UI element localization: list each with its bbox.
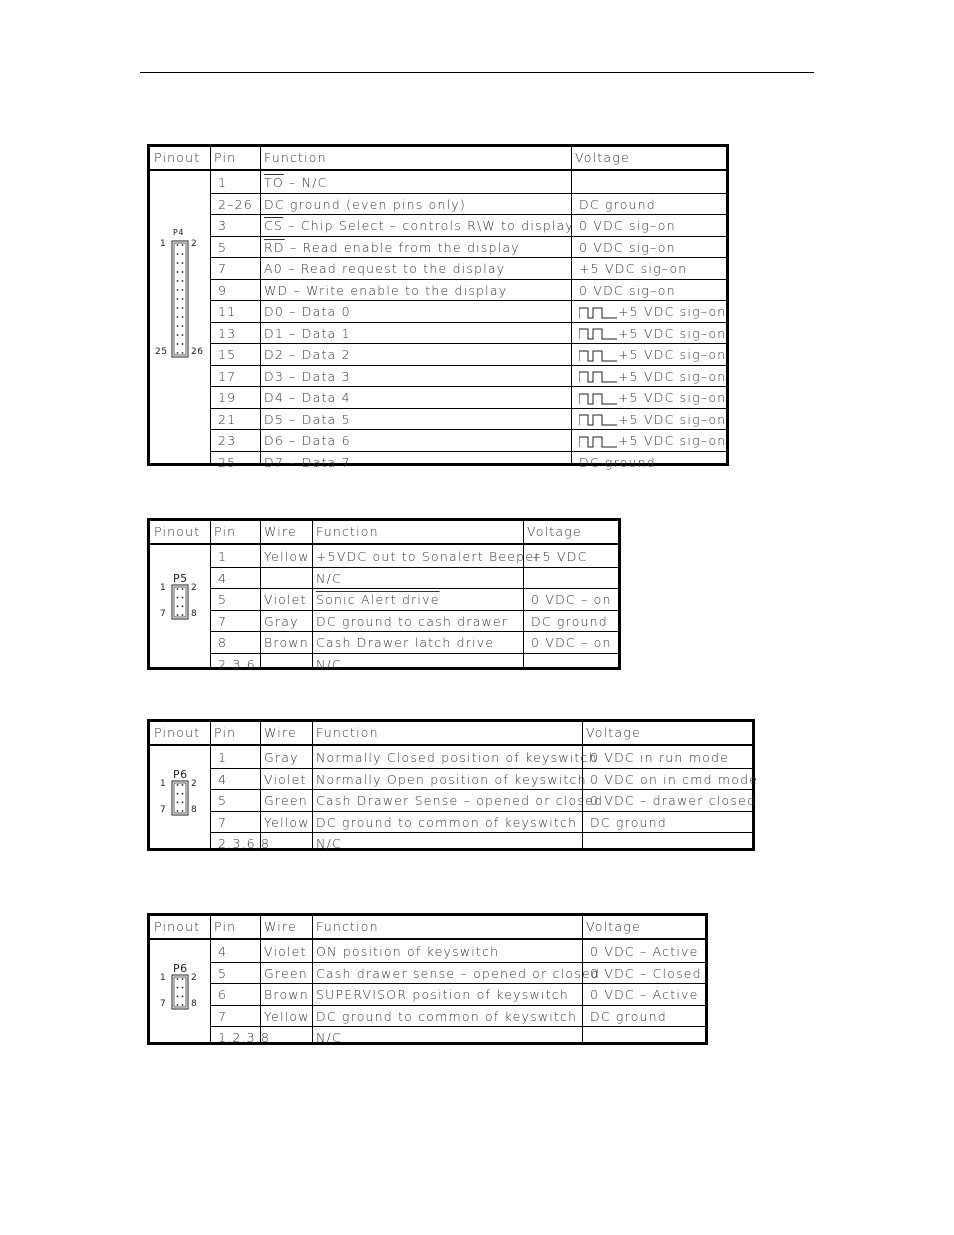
- function-text: [316, 549, 541, 564]
- voltage-text: 0 VDC in run mode: [590, 750, 729, 765]
- function-description: Normally Open position of keyswitch: [316, 771, 587, 787]
- function-description: N/C: [316, 656, 342, 672]
- function-text: [316, 750, 598, 765]
- function-text: [316, 793, 603, 808]
- voltage-text: +5 VDC sig–on: [618, 433, 727, 448]
- function-text: [316, 1030, 342, 1045]
- pin-label-last-right: 8: [191, 999, 198, 1009]
- row-divider: [210, 1026, 705, 1027]
- pinout-table-p5: [147, 518, 621, 670]
- function-description: N/C: [316, 570, 342, 586]
- voltage-text: 0 VDC – Closed: [590, 965, 702, 981]
- row-divider: [210, 386, 726, 387]
- voltage-text: 0 VDC sig–on: [579, 239, 676, 255]
- voltage-value: [579, 240, 676, 255]
- function-text: [316, 815, 577, 830]
- function-text: [316, 966, 600, 981]
- header-voltage: Voltage: [527, 524, 582, 539]
- function-description: Cash Drawer latch drive: [316, 635, 495, 650]
- pin-number: 19: [218, 390, 237, 405]
- header-wire: Wire: [264, 725, 297, 740]
- column-divider: [260, 916, 261, 1042]
- voltage-value: [579, 261, 687, 276]
- voltage-text: DC ground: [590, 814, 667, 830]
- column-divider: [312, 916, 313, 1042]
- pin-number: 5: [218, 592, 228, 607]
- function-text: [316, 657, 342, 672]
- row-divider: [210, 365, 726, 366]
- row-divider: [210, 193, 726, 194]
- row-divider: [210, 236, 726, 237]
- pulse-waveform-icon: [579, 350, 617, 362]
- voltage-text: +5 VDC sig–on: [618, 325, 727, 341]
- wire-color: Green: [264, 793, 308, 808]
- function-description: SUPERVISOR position of keyswitch: [316, 987, 569, 1002]
- pin-number: 23: [218, 433, 237, 448]
- wire-color: Gray: [264, 750, 299, 765]
- function-text: [264, 283, 507, 298]
- active-low-signal: $\overline{RD}$: [264, 239, 285, 255]
- row-divider: [210, 768, 752, 769]
- function-description: N/C: [316, 1030, 342, 1045]
- pin-label-first-left: 1: [160, 973, 167, 983]
- function-description: +5VDC out to Sonalert Beeper: [316, 549, 541, 564]
- pulse-waveform-icon: [579, 436, 617, 448]
- function-text: [264, 390, 351, 405]
- pin-number: 7: [218, 261, 228, 276]
- voltage-text: 0 VDC – drawer closed: [590, 793, 757, 808]
- pin-label-first-right: 2: [191, 973, 198, 983]
- function-description: N/C: [316, 836, 342, 851]
- function-text: [316, 592, 440, 607]
- pulse-waveform-icon: [579, 393, 617, 405]
- function-description: D3 – Data 3: [264, 368, 351, 384]
- pin-number: 2,3,6: [218, 656, 256, 672]
- voltage-text: 0 VDC – on: [531, 635, 612, 650]
- voltage-text: DC ground: [590, 1008, 667, 1024]
- wire-color: Brown: [264, 987, 309, 1002]
- function-text: [316, 635, 494, 650]
- function-text: [264, 455, 351, 470]
- voltage-value: [579, 390, 726, 405]
- voltage-text: 0 VDC sig–on: [579, 218, 676, 233]
- pin-number: 2–26: [218, 196, 253, 212]
- active-low-signal: $\overline{TO}$: [264, 175, 284, 190]
- pin-number: 5: [218, 793, 228, 808]
- voltage-text: +5 VDC sig–on: [579, 261, 688, 276]
- connector-label: P6: [173, 768, 188, 781]
- pin-label-last-left: 25: [155, 347, 168, 357]
- function-description: D1 – Data 1: [264, 325, 351, 341]
- pulse-waveform-icon: [579, 414, 617, 426]
- row-divider: [210, 451, 726, 452]
- pin-number: 17: [218, 368, 237, 384]
- header-function: Function: [316, 725, 379, 740]
- pin-number: 4: [218, 771, 228, 787]
- function-description: – Chip Select – controls R\W to display: [283, 218, 575, 233]
- connector-label: P5: [173, 572, 188, 585]
- function-text: [264, 240, 520, 255]
- pin-number: 3: [218, 218, 228, 233]
- pin-label-first-right: 2: [191, 583, 198, 593]
- voltage-text: 0 VDC sig–on: [579, 282, 676, 298]
- column-divider: [260, 147, 261, 463]
- function-text: [316, 987, 569, 1002]
- wire-color: Gray: [264, 613, 299, 629]
- header-function: Function: [264, 150, 327, 165]
- pin-number: 21: [218, 411, 237, 427]
- voltage-text: DC ground: [579, 454, 656, 470]
- wire-color: Brown: [264, 635, 309, 650]
- pinout-table-p6a: [147, 719, 759, 851]
- pin-number: 15: [218, 347, 237, 362]
- pin-label-first-left: 1: [160, 239, 167, 249]
- function-text: [264, 369, 351, 384]
- column-divider: [260, 722, 261, 848]
- row-divider: [210, 789, 752, 790]
- voltage-value: [579, 326, 726, 341]
- voltage-value: [590, 944, 699, 959]
- pin-number: 9: [218, 282, 228, 298]
- function-text: [316, 571, 342, 586]
- row-divider: [210, 631, 618, 632]
- pin-number: 5: [218, 965, 228, 981]
- function-description: DC ground to common of keyswitch: [316, 814, 578, 830]
- row-divider: [210, 322, 726, 323]
- row-divider: [210, 811, 752, 812]
- header-pin: Pin: [214, 524, 237, 539]
- pin-number: 8: [218, 635, 228, 650]
- connector-header-icon: [150, 746, 210, 848]
- header-pin: Pin: [214, 725, 237, 740]
- row-divider: [210, 279, 726, 280]
- row-divider: [210, 983, 705, 984]
- row-divider: [210, 567, 618, 568]
- row-divider: [210, 214, 726, 215]
- connector-header-icon: [150, 940, 210, 1042]
- pin-number: 25: [218, 454, 237, 470]
- voltage-value: [531, 635, 612, 650]
- connector-p5: [150, 545, 210, 667]
- function-description: DC ground (even pins only): [264, 196, 466, 212]
- table-header-row: [150, 722, 752, 746]
- pin-label-last-right: 8: [191, 805, 198, 815]
- voltage-text: +5 VDC: [531, 549, 588, 564]
- function-description: – Read enable from the display: [284, 239, 520, 255]
- function-description: – N/C: [283, 175, 328, 190]
- function-description: D6 – Data 6: [264, 433, 351, 448]
- function-description: DC ground to common of keyswitch: [316, 1008, 578, 1024]
- header-pin: Pin: [214, 919, 237, 934]
- header-function: Function: [316, 919, 379, 934]
- pin-number: 11: [218, 304, 237, 319]
- column-divider: [312, 722, 313, 848]
- function-description: DC ground to cash drawer: [316, 613, 509, 629]
- function-text: [264, 197, 466, 212]
- voltage-value: [579, 412, 726, 427]
- wire-color: Yellow: [264, 814, 310, 830]
- connector-label: P6: [173, 962, 188, 975]
- wire-color: Violet: [264, 771, 307, 787]
- pin-number: 2,3,6,8: [218, 836, 271, 851]
- header-function: Function: [316, 524, 379, 539]
- pin-label-last-right: 8: [191, 609, 198, 619]
- function-description: D2 – Data 2: [264, 347, 351, 362]
- pin-label-first-right: 2: [191, 779, 198, 789]
- wire-color: Yellow: [264, 549, 310, 564]
- function-text: [316, 836, 342, 851]
- function-description: D5 – Data 5: [264, 411, 351, 427]
- voltage-text: +5 VDC sig–on: [618, 368, 727, 384]
- voltage-text: DC ground: [579, 196, 656, 212]
- connector-label: P4: [173, 228, 184, 237]
- connector-p6b: [150, 940, 210, 1042]
- function-description: Normally Closed position of keyswitch: [316, 750, 598, 765]
- voltage-value: [579, 283, 676, 298]
- column-divider: [210, 916, 211, 1042]
- column-divider: [312, 521, 313, 667]
- voltage-text: +5 VDC sig–on: [618, 304, 727, 319]
- function-text: [264, 326, 351, 341]
- header-wire: Wire: [264, 919, 297, 934]
- function-description: Cash drawer sense – opened or closed: [316, 965, 600, 981]
- function-text: [316, 1009, 577, 1024]
- connector-header-icon: [150, 171, 210, 463]
- wire-color: Violet: [264, 592, 307, 607]
- pin-number: 13: [218, 325, 237, 341]
- voltage-value: [579, 369, 726, 384]
- voltage-value: [579, 433, 726, 448]
- function-description: D4 – Data 4: [264, 390, 351, 405]
- function-text: [264, 304, 351, 319]
- function-text: [316, 944, 499, 959]
- pin-number: 4: [218, 944, 228, 959]
- voltage-value: [590, 772, 758, 787]
- voltage-value: [579, 347, 726, 362]
- pin-number: 6: [218, 987, 228, 1002]
- pin-label-last-left: 7: [160, 805, 167, 815]
- pinout-table-p6b: [147, 913, 708, 1045]
- row-divider: [210, 408, 726, 409]
- voltage-value: [590, 987, 699, 1002]
- function-text: [264, 433, 351, 448]
- voltage-text: 0 VDC – on: [531, 592, 612, 607]
- header-pinout: Pinout: [154, 919, 201, 934]
- pin-label-first-right: 2: [191, 239, 198, 249]
- wire-color: Violet: [264, 944, 307, 959]
- voltage-value: [590, 966, 702, 981]
- function-description: WD – Write enable to the display: [264, 282, 508, 298]
- pulse-waveform-icon: [579, 328, 617, 340]
- voltage-value: [579, 218, 676, 233]
- pin-number: 1: [218, 750, 228, 765]
- pulse-waveform-icon: [579, 307, 617, 319]
- row-divider: [210, 588, 618, 589]
- function-text: [316, 614, 508, 629]
- pin-number: 7: [218, 1008, 228, 1024]
- voltage-value: [590, 1009, 667, 1024]
- function-text: [316, 772, 587, 787]
- pulse-waveform-icon: [579, 371, 617, 383]
- row-divider: [210, 653, 618, 654]
- row-divider: [210, 962, 705, 963]
- function-description: D0 – Data 0: [264, 304, 351, 319]
- connector-p4: [150, 171, 210, 463]
- voltage-text: 0 VDC on in cmd mode: [590, 771, 759, 787]
- function-description: ON position of keyswitch: [316, 944, 500, 959]
- pin-number: 7: [218, 814, 228, 830]
- column-divider: [260, 521, 261, 667]
- pin-number: 1: [218, 549, 228, 564]
- voltage-value: [590, 750, 729, 765]
- pin-number: 1: [218, 175, 228, 190]
- row-divider: [210, 832, 752, 833]
- pin-number: 7: [218, 613, 228, 629]
- function-text: [264, 218, 574, 233]
- connector-p6a: [150, 746, 210, 848]
- row-divider: [210, 300, 726, 301]
- function-text: [264, 261, 505, 276]
- row-divider: [210, 343, 726, 344]
- pin-label-first-left: 1: [160, 779, 167, 789]
- voltage-text: +5 VDC sig–on: [618, 390, 727, 405]
- wire-color: Yellow: [264, 1008, 310, 1024]
- connector-header-icon: [150, 545, 210, 667]
- pin-label-last-left: 7: [160, 999, 167, 1009]
- voltage-text: 0 VDC – Active: [590, 987, 699, 1002]
- header-voltage: Voltage: [586, 919, 641, 934]
- column-divider: [523, 521, 524, 667]
- pinout-table-p4: [147, 144, 729, 470]
- active-low-signal: Sonic Alert drive: [316, 592, 440, 607]
- pin-number: 4: [218, 570, 228, 586]
- voltage-value: [531, 614, 608, 629]
- table-header-row: [150, 147, 726, 171]
- function-description: D7 – Data 7: [264, 454, 351, 470]
- page-header-rule: [140, 72, 814, 73]
- pin-label-last-left: 7: [160, 609, 167, 619]
- column-divider: [210, 722, 211, 848]
- voltage-value: [590, 793, 756, 808]
- header-voltage: Voltage: [575, 150, 630, 165]
- function-text: [264, 412, 351, 427]
- voltage-value: [579, 304, 726, 319]
- voltage-value: [531, 592, 612, 607]
- pin-number: 5: [218, 239, 228, 255]
- voltage-value: [590, 815, 667, 830]
- column-divider: [210, 521, 211, 667]
- voltage-value: [531, 549, 588, 564]
- voltage-text: +5 VDC sig–on: [618, 411, 727, 427]
- row-divider: [210, 429, 726, 430]
- function-text: [264, 347, 351, 362]
- voltage-text: DC ground: [531, 613, 608, 629]
- active-low-signal: $\overline{CS}$: [264, 218, 284, 233]
- row-divider: [210, 257, 726, 258]
- column-divider: [571, 147, 572, 463]
- header-wire: Wire: [264, 524, 297, 539]
- header-voltage: Voltage: [586, 725, 641, 740]
- header-pinout: Pinout: [154, 150, 201, 165]
- row-divider: [210, 610, 618, 611]
- voltage-value: [579, 197, 656, 212]
- voltage-text: 0 VDC – Active: [590, 944, 699, 959]
- pin-label-last-right: 26: [191, 347, 204, 357]
- voltage-text: +5 VDC sig–on: [618, 347, 727, 362]
- wire-color: Green: [264, 965, 308, 981]
- function-description: Cash Drawer Sense – opened or closed: [316, 793, 604, 808]
- function-description: A0 – Read request to the display: [264, 261, 506, 276]
- header-pinout: Pinout: [154, 725, 201, 740]
- row-divider: [210, 1005, 705, 1006]
- function-text: [264, 175, 328, 190]
- pin-number: 1,2,3,8: [218, 1030, 271, 1045]
- header-pinout: Pinout: [154, 524, 201, 539]
- column-divider: [210, 147, 211, 463]
- voltage-value: [579, 455, 656, 470]
- header-pin: Pin: [214, 150, 237, 165]
- pin-label-first-left: 1: [160, 583, 167, 593]
